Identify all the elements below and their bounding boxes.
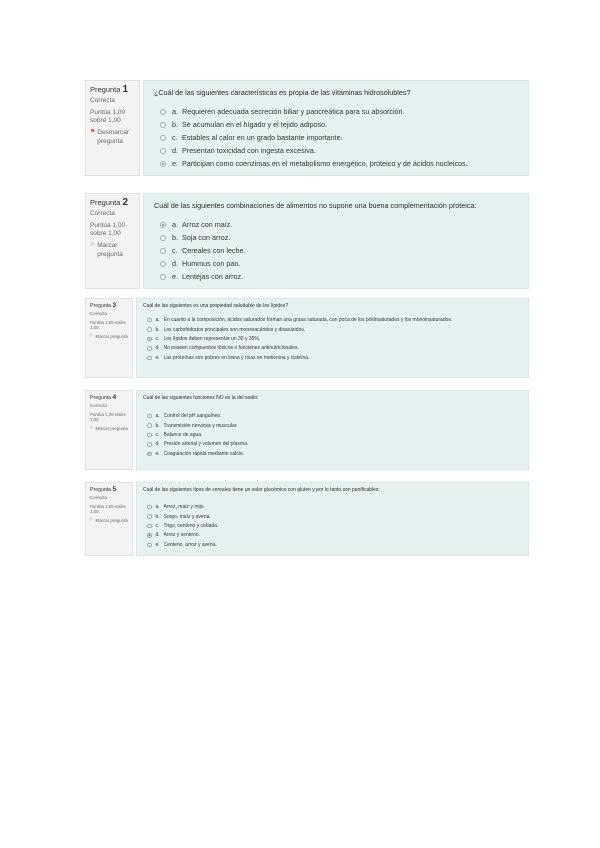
radio-button-selected[interactable]	[160, 161, 166, 167]
answer-option[interactable]: d. No poseen compuestos tóxicos o funciones antinutricionales.	[143, 344, 522, 353]
radio-button-selected[interactable]	[147, 452, 152, 457]
answer-option[interactable]: b. Soja con arroz.	[154, 231, 518, 244]
radio-button[interactable]	[160, 274, 166, 280]
question-status: Correcta	[90, 97, 115, 104]
answer-option[interactable]: e. Las proteínas son pobres en lisina y ricas en metionina y cisteína.	[143, 353, 522, 362]
question-content	[143, 193, 529, 289]
answer-list	[154, 218, 518, 283]
radio-button[interactable]	[147, 346, 152, 351]
radio-button[interactable]	[147, 433, 152, 438]
answer-option[interactable]: d. Hummus con pan.	[154, 257, 518, 270]
radio-button[interactable]	[160, 248, 166, 254]
question-text: Cuál de las siguientes combinaciones de alimentos no supone una buena complementación proteica:	[154, 201, 477, 210]
flag-icon: ⚐	[90, 424, 94, 430]
radio-button-selected[interactable]	[147, 337, 152, 342]
answer-list	[143, 316, 522, 363]
question-info	[85, 482, 133, 556]
question-text: ¿Cuál de las siguientes características es propia de las vitaminas hidrosolubles?	[154, 88, 411, 97]
answer-option[interactable]: c. Los lípidos deben representar un 30 y 35%.	[143, 334, 522, 343]
answer-list	[143, 503, 522, 550]
answer-option[interactable]: b. Sorgo, maíz y avena.	[143, 512, 522, 521]
radio-button[interactable]	[160, 109, 166, 115]
answer-option[interactable]: b. Los carbohidratos principales son monosacáridos y disacáridos.	[143, 325, 522, 334]
answer-option[interactable]: b. Transmisión nerviosa y muscular.	[143, 421, 522, 430]
question-status: Correcta	[90, 403, 107, 408]
answer-option[interactable]: c. Balance de agua.	[143, 430, 522, 439]
answer-option[interactable]: a. Arroz, maíz y mijo.	[143, 503, 522, 512]
radio-button-selected[interactable]	[147, 533, 152, 538]
question-number: Pregunta 2	[90, 197, 129, 208]
question-status: Correcta	[90, 210, 115, 217]
question-status: Correcta	[90, 495, 107, 500]
answer-option[interactable]: a. Control del pH sanguíneo.	[143, 412, 522, 421]
radio-button[interactable]	[147, 423, 152, 428]
question-text: Cuál de las siguientes funciones NO es la del sodio:	[143, 395, 259, 401]
answer-list	[154, 105, 518, 170]
radio-button[interactable]	[147, 543, 152, 548]
radio-button[interactable]	[147, 318, 152, 323]
radio-button[interactable]	[147, 442, 152, 447]
answer-option[interactable]: e. Coagulación rápida mediante calcio.	[143, 449, 522, 458]
question-number: Pregunta 1	[90, 84, 129, 95]
answer-option[interactable]: e. Centeno, arroz y avena.	[143, 540, 522, 549]
flag-question-link[interactable]: ⚑ Desmarcar pregunta	[90, 129, 130, 145]
radio-button[interactable]	[160, 235, 166, 241]
answer-option[interactable]: a. En cuanto a la composición, ácidos saturados forman una grasa saturada, con poca de los poliinsaturados y los monoinsaturados.	[143, 316, 522, 325]
question-number: Pregunta 4	[90, 394, 117, 401]
flag-icon: ⚐	[90, 516, 94, 522]
question-score: Puntúa 1,00 sobre 1,00	[90, 222, 126, 238]
flag-question-link[interactable]: ⚐ Marcar pregunta	[90, 424, 128, 431]
question-info	[85, 390, 133, 470]
answer-option[interactable]: c. Trigo, centeno y cebada.	[143, 521, 522, 530]
flag-question-link[interactable]: ⚐ Marcar pregunta	[90, 516, 128, 523]
answer-list	[143, 412, 522, 459]
radio-button[interactable]	[160, 148, 166, 154]
flag-icon: ⚐	[90, 332, 94, 338]
question-info	[85, 193, 140, 289]
answer-option[interactable]: b. Se acumulan en el hígado y el tejido adiposo.	[154, 118, 518, 131]
radio-button[interactable]	[160, 261, 166, 267]
flag-question-link[interactable]: ⚐ Marcar pregunta	[90, 332, 128, 339]
radio-button[interactable]	[147, 356, 152, 361]
answer-option[interactable]: a. Arroz con maíz.	[154, 218, 518, 231]
question-content	[136, 482, 529, 556]
radio-button[interactable]	[147, 524, 152, 529]
radio-button[interactable]	[147, 327, 152, 332]
radio-button[interactable]	[147, 414, 152, 419]
answer-option[interactable]: d. Arroz y centeno.	[143, 531, 522, 540]
answer-option[interactable]: a. Requieren adecuada secreción biliar y pancreática para su absorción.	[154, 105, 518, 118]
answer-option[interactable]: e. Participan como coenzimas en el metabolismo energético, proteico y de ácidos nucleicos.	[154, 157, 518, 170]
question-number: Pregunta 5	[90, 486, 117, 493]
question-info	[85, 298, 133, 378]
question-score: Puntúa 1,00 sobre 1,00	[90, 319, 126, 330]
question-content	[143, 80, 529, 176]
flag-icon: ⚐	[90, 242, 96, 249]
radio-button[interactable]	[160, 135, 166, 141]
radio-button-selected[interactable]	[160, 222, 166, 228]
radio-button[interactable]	[147, 505, 152, 510]
radio-button[interactable]	[147, 514, 152, 519]
question-score: Puntúa 1,00 sobre 1,00	[90, 109, 126, 125]
question-text: Cuál de las siguientes es una propiedad saludable de los lípidos?	[143, 303, 289, 309]
answer-option[interactable]: c. Estables al calor en un grado bastante importante.	[154, 131, 518, 144]
question-text: Cuál de las siguientes tipos de cereales tiene un valor glucémico con gluten y por lo tanto son panificables:	[143, 487, 380, 493]
flag-icon: ⚑	[90, 129, 96, 136]
question-content	[136, 298, 529, 378]
question-status: Correcta	[90, 311, 107, 316]
question-score: Puntúa 1,00 sobre 1,00	[90, 503, 126, 514]
answer-option[interactable]: d. Presentan toxicidad con ingesta excesiva.	[154, 144, 518, 157]
question-info	[85, 80, 140, 176]
question-number: Pregunta 3	[90, 302, 117, 309]
radio-button[interactable]	[160, 122, 166, 128]
question-content	[136, 390, 529, 470]
answer-option[interactable]: d. Presión arterial y volumen del plasma.	[143, 440, 522, 449]
question-score: Puntúa 1,00 sobre 1,00	[90, 411, 126, 422]
answer-option[interactable]: c. Cereales con leche.	[154, 244, 518, 257]
flag-question-link[interactable]: ⚐ Marcar pregunta	[90, 242, 123, 258]
answer-option[interactable]: e. Lentejas con arroz.	[154, 270, 518, 283]
